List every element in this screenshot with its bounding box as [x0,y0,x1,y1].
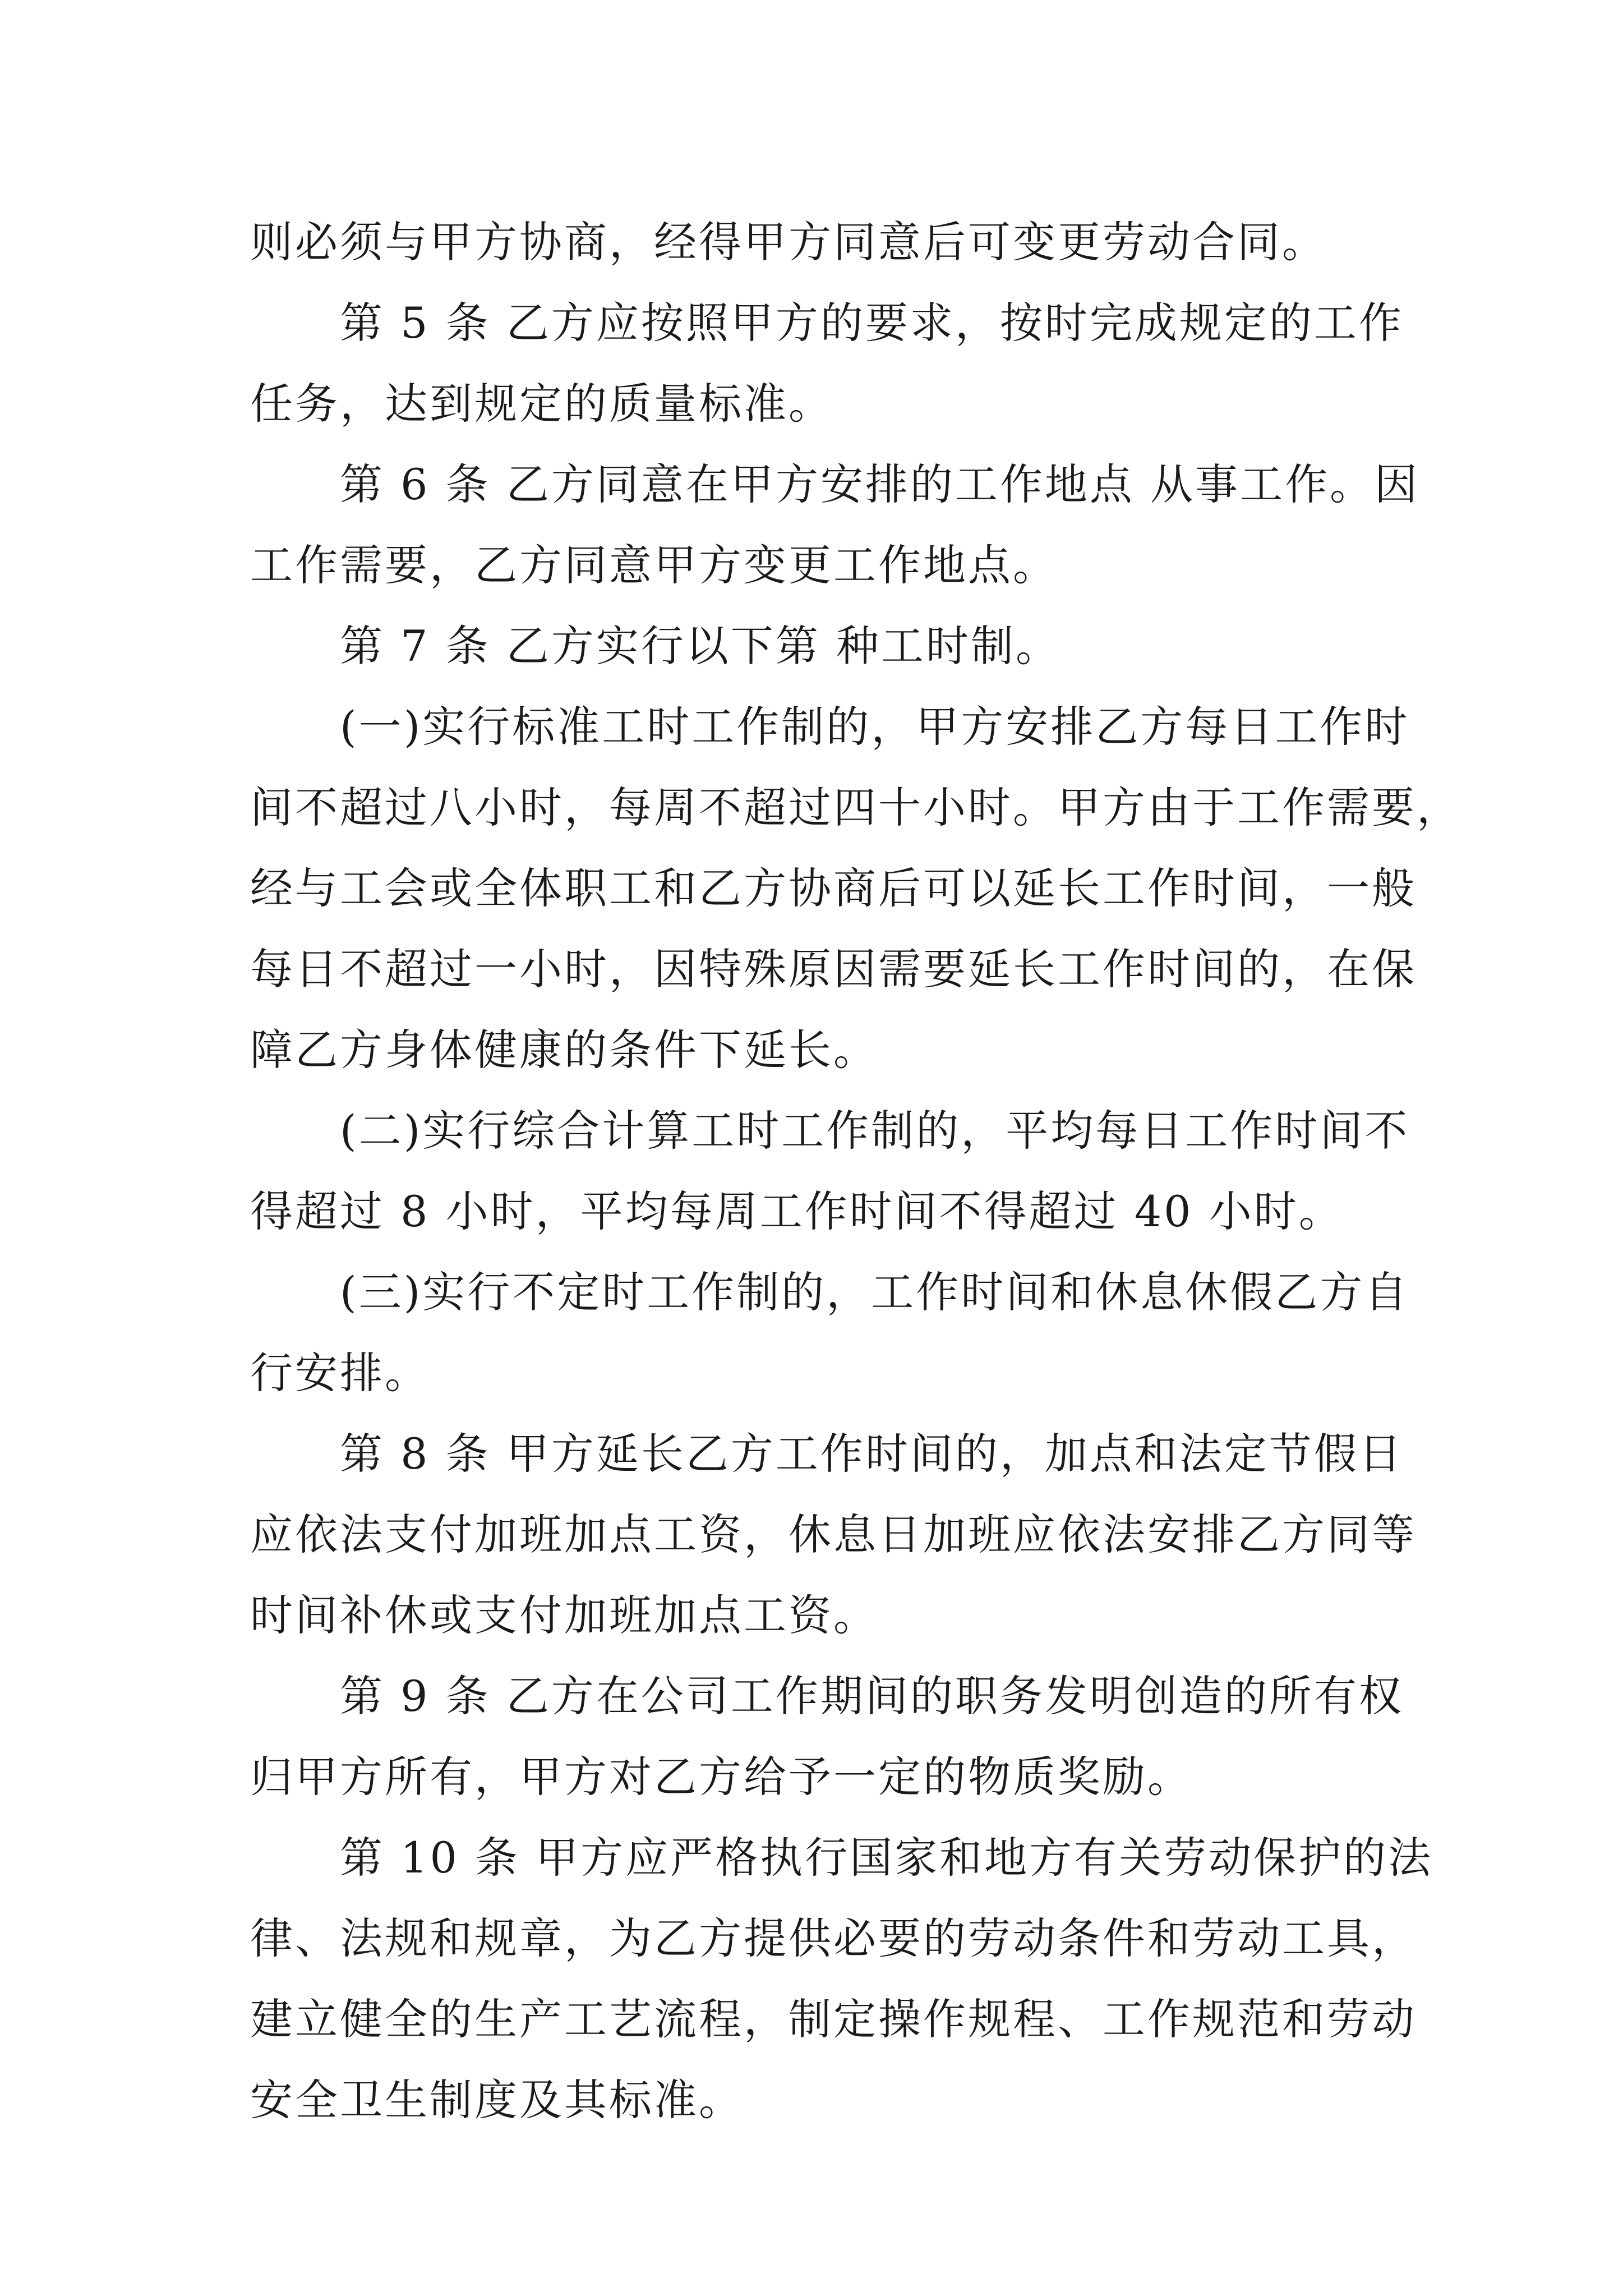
text-line: 归甲方所有，甲方对乙方给予一定的物质奖励。 [250,1752,1192,1802]
text-line: 安全卫生制度及其标准。 [250,2075,744,2125]
article-9-line: 第 9 条 乙方在公司工作期间的职务发明创造的所有权 [340,1671,1404,1721]
clause-1-line: (一)实行标准工时工作制的，甲方安排乙方每日工作时 [340,702,1410,752]
clause-3-line: (三)实行不定时工作制的，工作时间和休息休假乙方自 [340,1267,1410,1317]
article-10-line: 第 10 条 甲方应严格执行国家和地方有关劳动保护的法 [340,1833,1433,1883]
text-line: 得超过 8 小时，平均每周工作时间不得超过 40 小时。 [250,1186,1344,1236]
article-6-line: 第 6 条 乙方同意在甲方安排的工作地点 从事工作。因 [340,459,1419,509]
text-line: 任务，达到规定的质量标准。 [250,379,833,429]
text-line: 障乙方身体健康的条件下延长。 [250,1025,878,1075]
text-line: 建立健全的生产工艺流程，制定操作规程、工作规范和劳动 [250,1994,1417,2044]
text-line: 行安排。 [250,1348,430,1398]
text-line: 应依法支付加班加点工资，休息日加班应依法安排乙方同等 [250,1510,1417,1559]
text-line: 律、法规和规章，为乙方提供必要的劳动条件和劳动工具， [250,1913,1417,1963]
article-8-line: 第 8 条 甲方延长乙方工作时间的，加点和法定节假日 [340,1429,1404,1479]
text-line: 经与工会或全体职工和乙方协商后可以延长工作时间，一般 [250,863,1417,913]
clause-2-line: (二)实行综合计算工时工作制的，平均每日工作时间不 [340,1106,1410,1156]
text-line: 则必须与甲方协商，经得甲方同意后可变更劳动合同。 [250,217,1327,267]
text-line: 工作需要，乙方同意甲方变更工作地点。 [250,540,1058,590]
text-line: 时间补休或支付加班加点工资。 [250,1590,878,1640]
text-line: 间不超过八小时，每周不超过四十小时。甲方由于工作需要， [250,783,1461,832]
article-7-line: 第 7 条 乙方实行以下第 种工时制。 [340,621,1061,671]
text-line: 每日不超过一小时，因特殊原因需要延长工作时间的，在保 [250,944,1417,994]
document-body [250,202,1461,2141]
article-5-line: 第 5 条 乙方应按照甲方的要求，按时完成规定的工作 [340,298,1404,348]
